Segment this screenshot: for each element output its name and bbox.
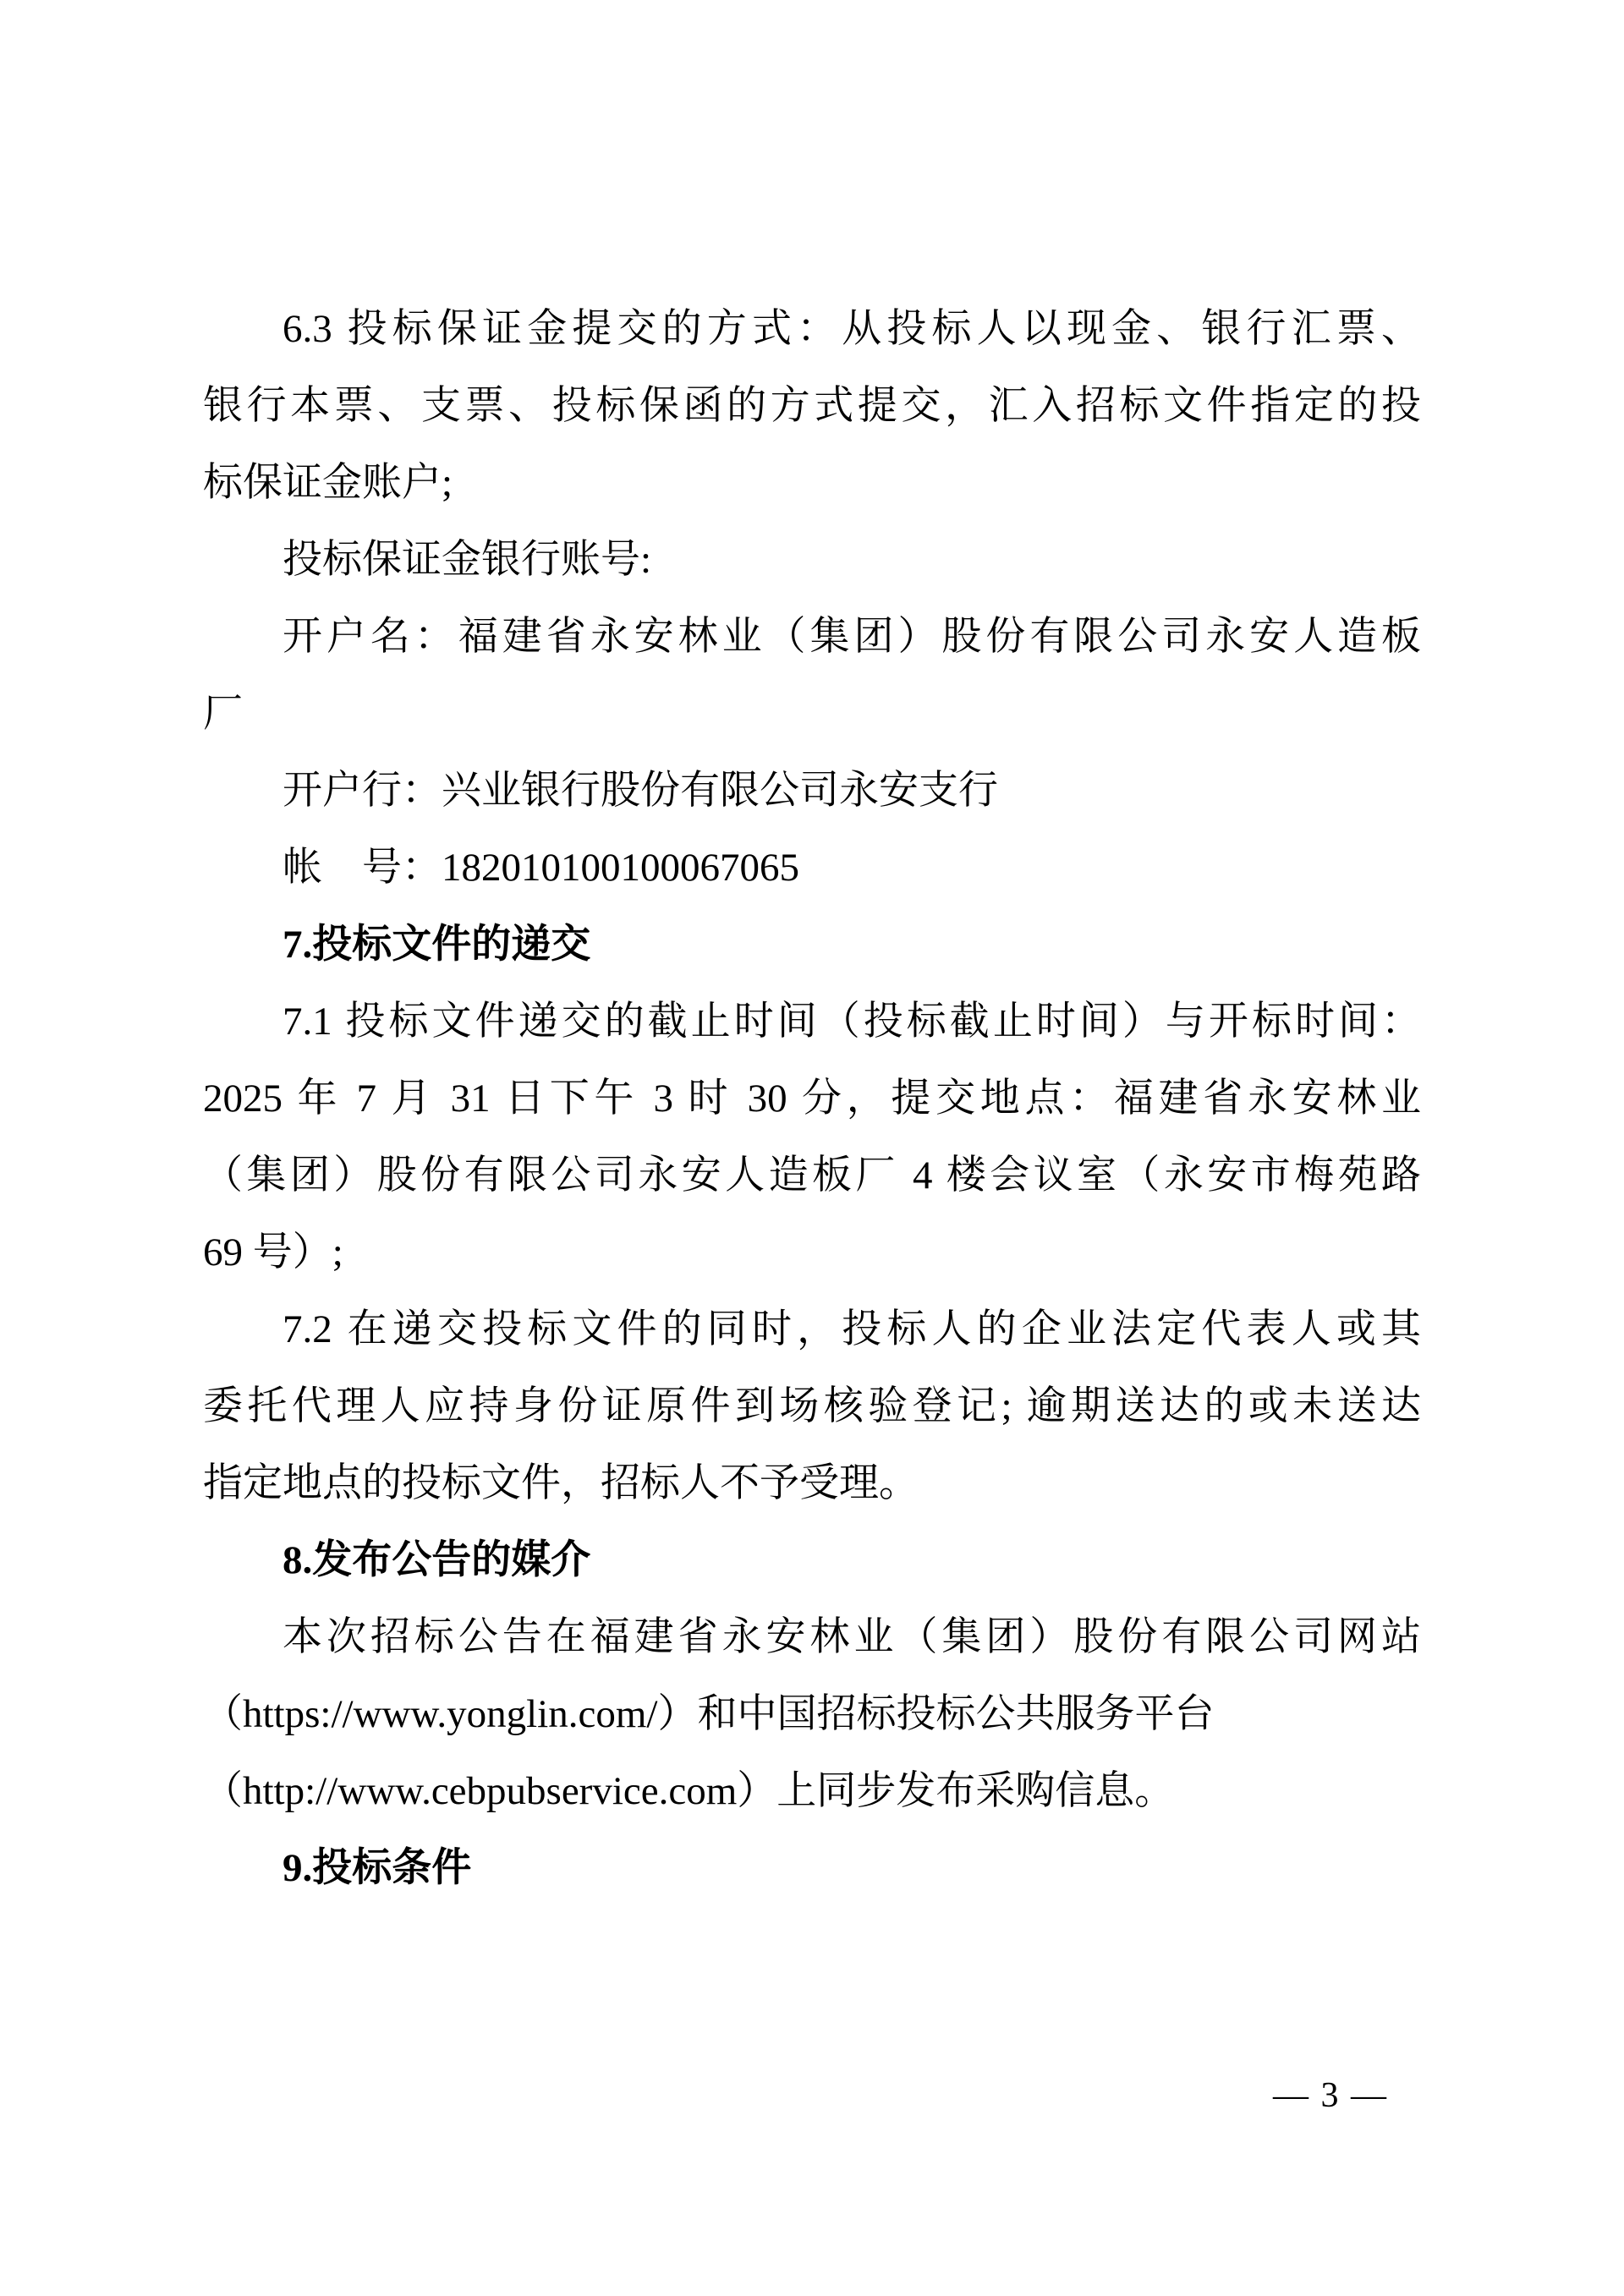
doc-line-account-name-2: 厂 xyxy=(203,692,243,736)
doc-line-7-1-2: 2025 年 7 月 31 日下午 3 时 30 分，提交地点：福建省永安林业 xyxy=(203,1077,1421,1121)
page-number: — 3 — xyxy=(1273,2076,1388,2115)
doc-line-deposit-method-2: 银行本票、支票、投标保函的方式提交，汇入招标文件指定的投 xyxy=(203,384,1421,428)
doc-line-7-2-2: 委托代理人应持身份证原件到场核验登记; 逾期送达的或未送达 xyxy=(203,1384,1421,1428)
doc-line-7-1: 7.1 投标文件递交的截止时间（投标截止时间）与开标时间： xyxy=(283,1000,1421,1044)
doc-line-8-2: （https://www.yonglin.com/）和中国招标投标公共服务平台 xyxy=(203,1692,1215,1736)
doc-line-7-1-3: （集团）股份有限公司永安人造板厂 4 楼会议室（永安市梅苑路 xyxy=(203,1153,1421,1197)
doc-line-7-1-4: 69 号）; xyxy=(203,1230,343,1274)
doc-line-deposit-method-3: 标保证金账户; xyxy=(203,461,453,505)
doc-line-account-name: 开户名：福建省永安林业（集团）股份有限公司永安人造板 xyxy=(283,615,1421,659)
doc-line-7-2-3: 指定地点的投标文件，招标人不予受理。 xyxy=(203,1461,919,1505)
doc-line-8-1: 本次招标公告在福建省永安林业（集团）股份有限公司网站 xyxy=(283,1615,1421,1659)
document-body xyxy=(203,291,1421,1907)
section-heading-7: 7.投标文件的递交 xyxy=(283,923,591,967)
doc-line-deposit-method: 6.3 投标保证金提交的方式：从投标人以现金、银行汇票、 xyxy=(283,307,1421,351)
doc-line-bank-account-title: 投标保证金银行账号: xyxy=(283,538,652,582)
doc-line-8-3: （http://www.cebpubservice.com）上同步发布采购信息。 xyxy=(203,1769,1175,1813)
doc-line-account-number: 帐 号：182010100100067065 xyxy=(283,846,799,890)
section-heading-8: 8.发布公告的媒介 xyxy=(283,1538,591,1582)
section-heading-9: 9.投标条件 xyxy=(283,1846,472,1890)
doc-line-7-2: 7.2 在递交投标文件的同时，投标人的企业法定代表人或其 xyxy=(283,1307,1421,1351)
doc-line-bank-branch: 开户行：兴业银行股份有限公司永安支行 xyxy=(283,769,998,813)
